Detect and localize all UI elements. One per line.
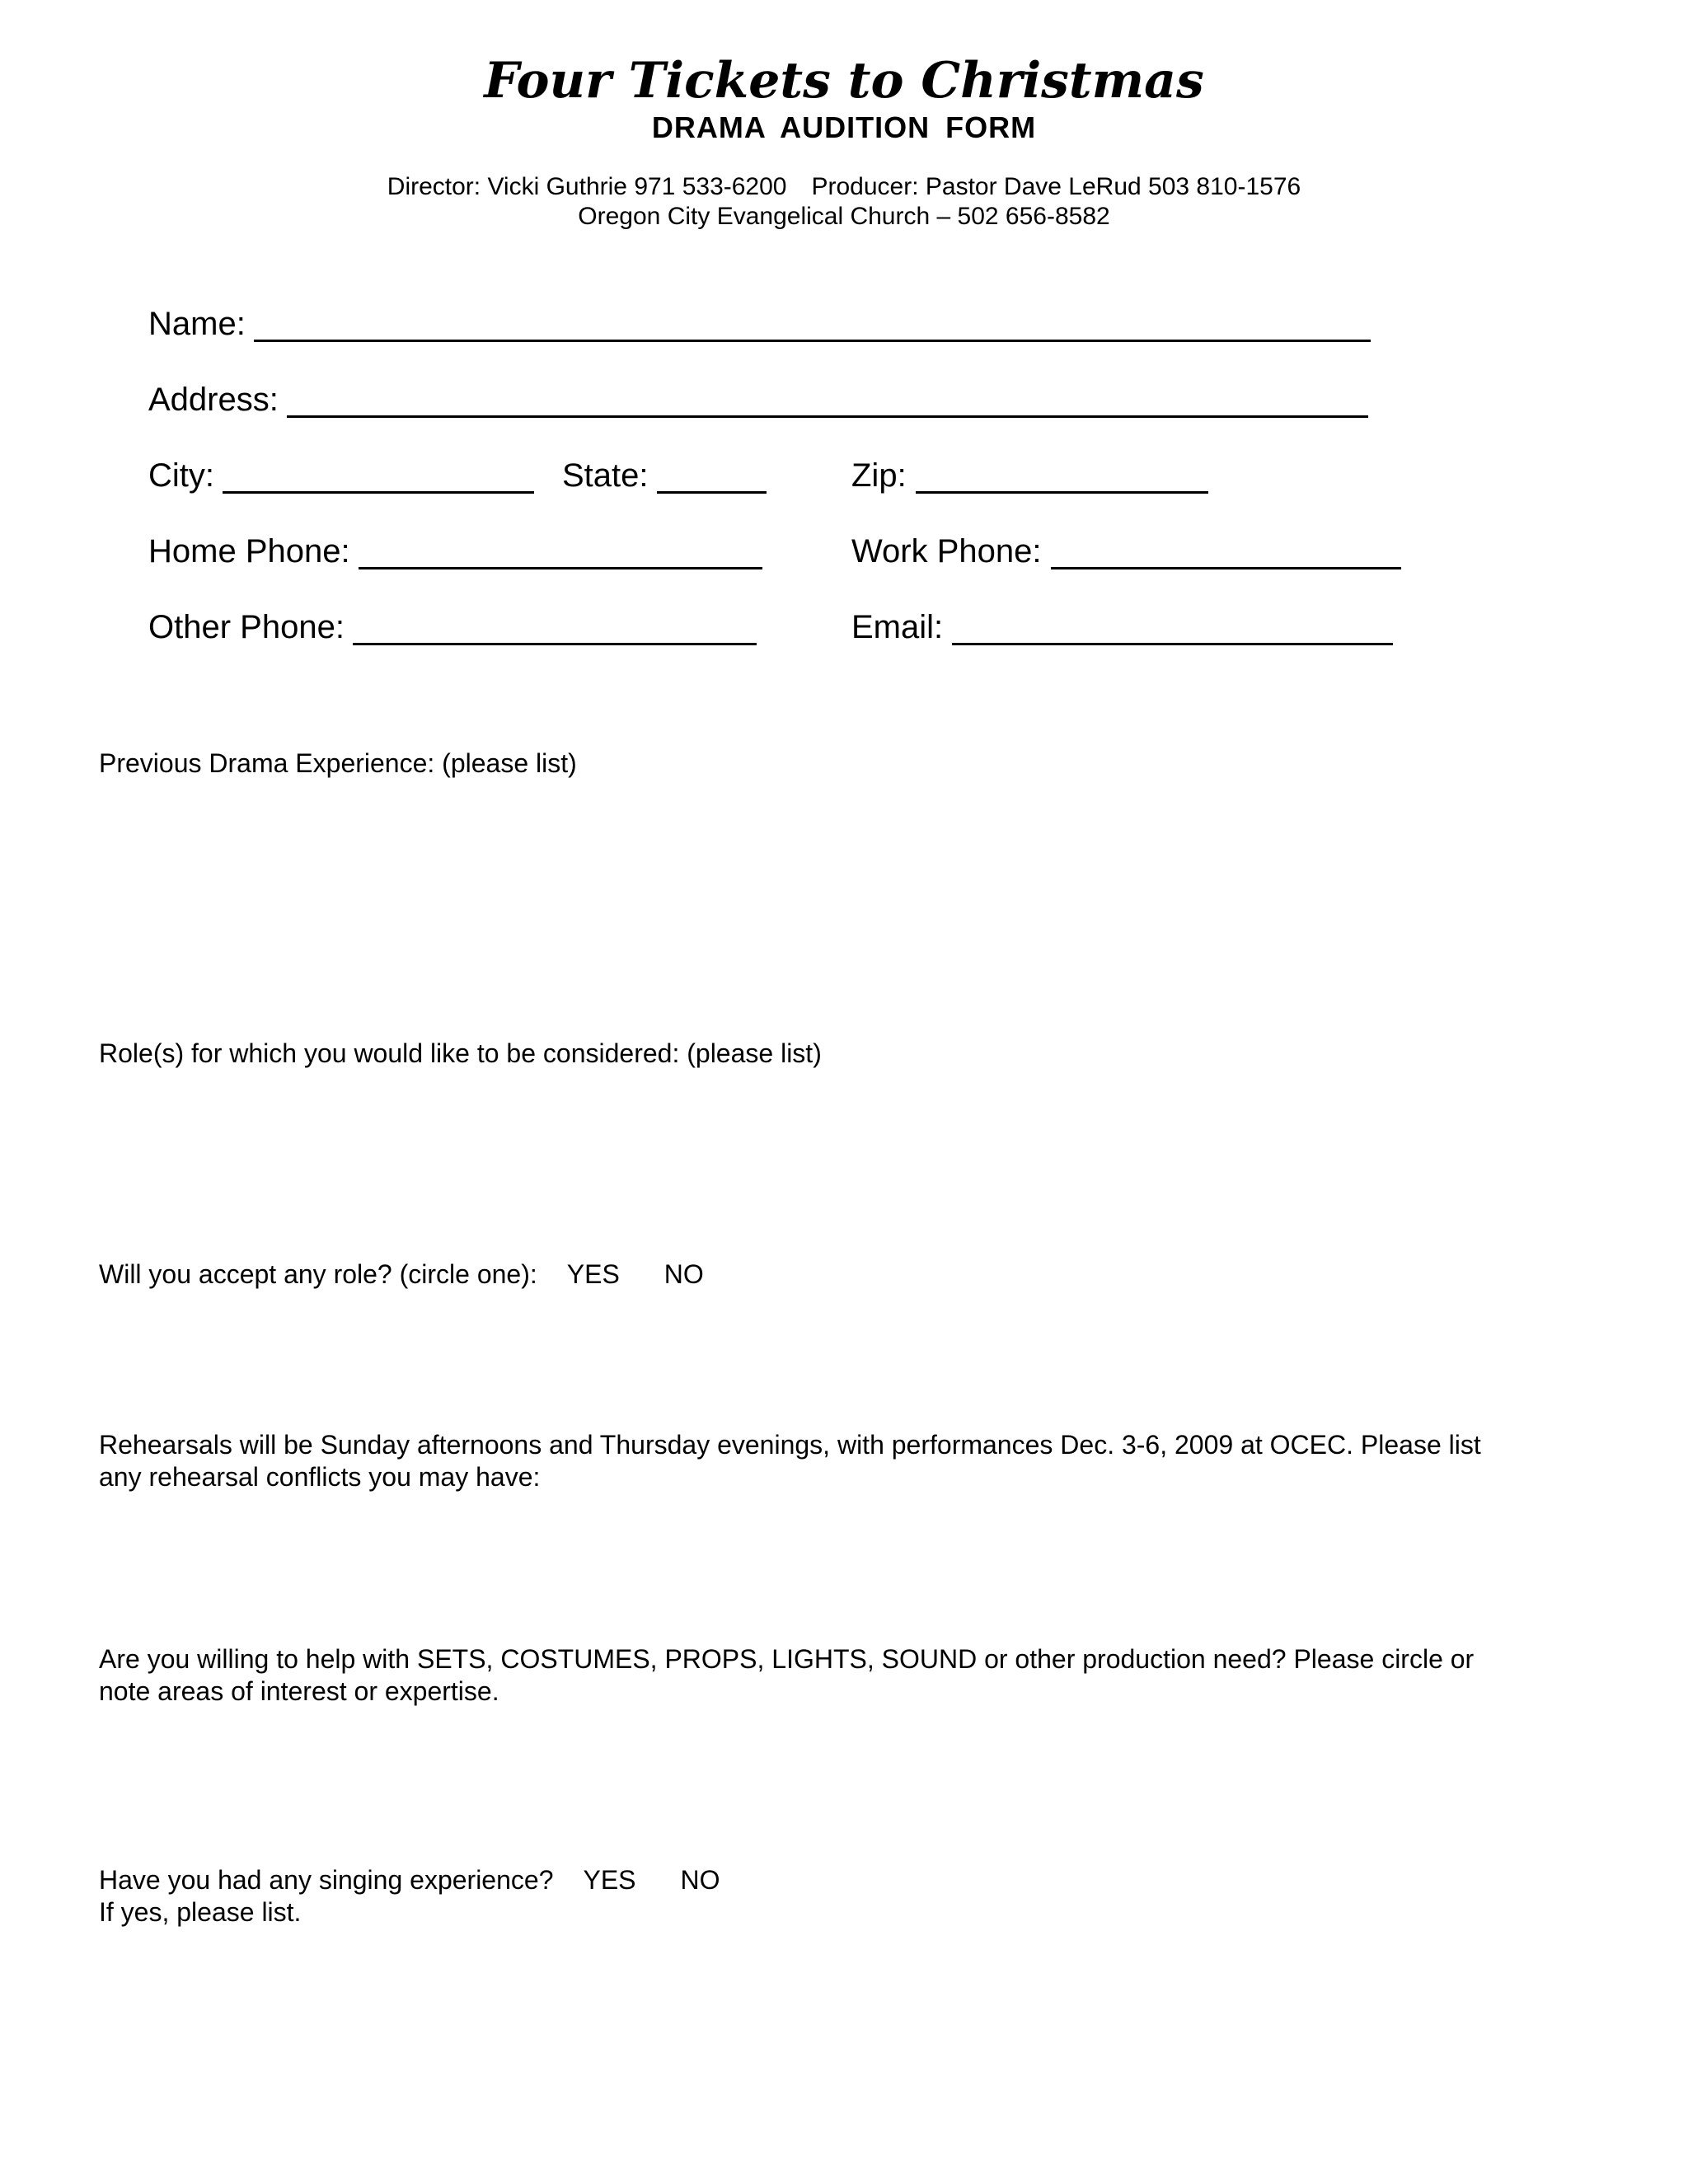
work-phone-label: Work Phone: — [851, 533, 1042, 569]
rehearsal-line-2: any rehearsal conflicts you may have: — [99, 1462, 541, 1492]
accept-role-label: Will you accept any role? (circle one): — [99, 1259, 537, 1289]
address-line[interactable] — [287, 415, 1368, 418]
email-field[interactable] — [851, 607, 1404, 648]
singing-label: Have you had any singing experience? — [99, 1865, 554, 1895]
home-phone-field[interactable] — [148, 531, 767, 572]
state-label: State: — [562, 457, 649, 494]
zip-line[interactable] — [916, 491, 1208, 494]
rehearsal-question — [99, 1429, 1481, 1493]
production-help-question — [99, 1643, 1474, 1708]
rehearsal-line-1: Rehearsals will be Sunday afternoons and Thursday evenings, with performances Dec. 3-6, 2009 at OCEC. Please list — [99, 1430, 1481, 1460]
accept-role-question — [99, 1258, 704, 1291]
form-title: Four Tickets to Christmas — [484, 52, 1204, 110]
name-line[interactable] — [254, 340, 1371, 342]
form-subtitle: DRAMA AUDITION FORM — [651, 110, 1037, 144]
production-help-line-2: note areas of interest or expertise. — [99, 1676, 499, 1706]
city-label: City: — [148, 457, 214, 494]
church-contact: Oregon City Evangelical Church – 502 656-8582 — [578, 203, 1110, 230]
other-phone-line[interactable] — [353, 643, 757, 645]
state-line[interactable] — [657, 491, 767, 494]
email-label: Email: — [851, 609, 944, 645]
work-phone-field[interactable] — [851, 531, 1404, 572]
zip-field[interactable] — [851, 455, 1214, 496]
producer-contact: Producer: Pastor Dave LeRud 503 810-1576 — [811, 173, 1301, 200]
name-label: Name: — [148, 306, 246, 342]
other-phone-field[interactable] — [148, 607, 767, 648]
director-contact: Director: Vicki Guthrie 971 533-6200 — [387, 173, 787, 200]
state-field[interactable] — [562, 455, 768, 496]
singing-question — [99, 1864, 720, 1929]
roles-question: Role(s) for which you would like to be considered: (please list) — [99, 1038, 822, 1068]
home-phone-line[interactable] — [359, 567, 762, 569]
address-field[interactable] — [148, 379, 1385, 420]
work-phone-line[interactable] — [1051, 567, 1401, 569]
contact-line — [0, 172, 1688, 202]
production-help-line-1: Are you willing to help with SETS, COSTUMES, PROPS, LIGHTS, SOUND or other production need? Please circle or — [99, 1644, 1475, 1674]
accept-no-option[interactable]: NO — [663, 1259, 704, 1289]
name-field[interactable] — [148, 303, 1385, 344]
singing-list-prompt: If yes, please list. — [99, 1897, 302, 1927]
accept-yes-option[interactable]: YES — [566, 1259, 620, 1289]
home-phone-label: Home Phone: — [148, 533, 350, 569]
city-line[interactable] — [223, 491, 534, 494]
singing-no-option[interactable]: NO — [680, 1865, 720, 1895]
zip-label: Zip: — [851, 457, 907, 494]
other-phone-label: Other Phone: — [148, 609, 345, 645]
city-field[interactable] — [148, 455, 536, 496]
address-label: Address: — [148, 382, 279, 418]
singing-yes-option[interactable]: YES — [583, 1865, 636, 1895]
experience-question: Previous Drama Experience: (please list) — [99, 748, 577, 778]
email-line[interactable] — [952, 643, 1393, 645]
